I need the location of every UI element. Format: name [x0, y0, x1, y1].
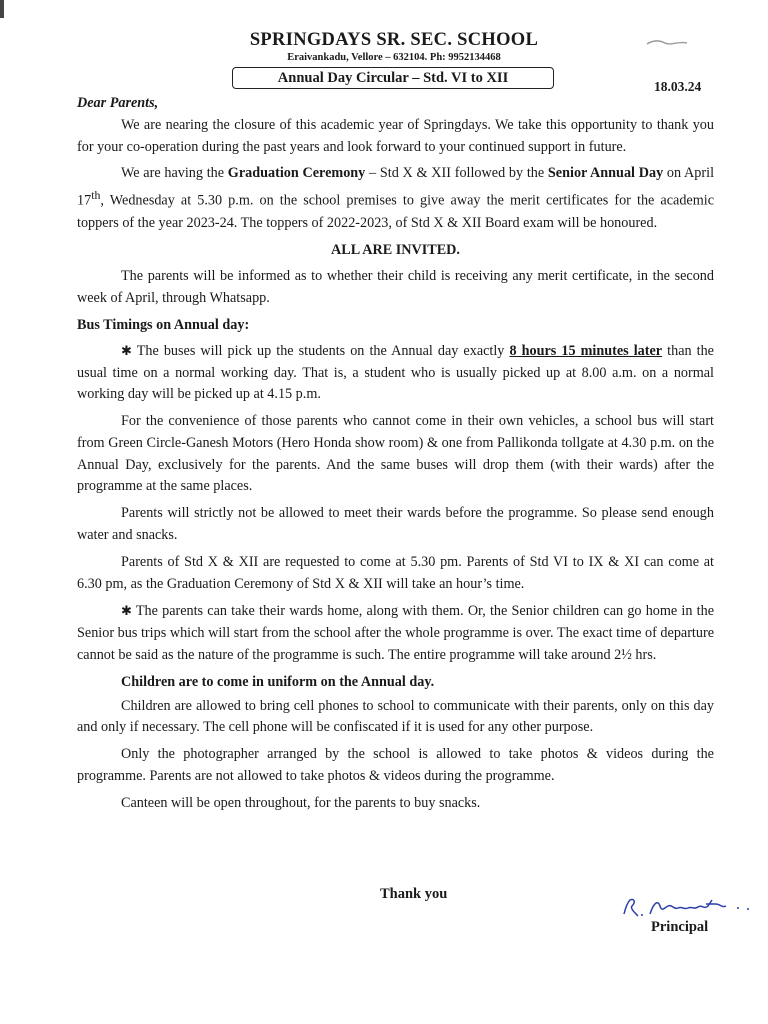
circular-title-box: Annual Day Circular – Std. VI to XII [232, 67, 554, 89]
circular-date: 18.03.24 [654, 79, 702, 94]
paragraph-canteen: Canteen will be open throughout, for the parents to buy snacks. [121, 794, 481, 811]
bus-timings-heading: Bus Timings on Annual day: [77, 316, 250, 333]
principal-signature [620, 892, 760, 922]
paragraph-meet-wards: Parents will strictly not be allowed to meet their wards before the programme. So please send enough water and snacks. [77, 505, 714, 544]
paragraph-going-home: ✱ The parents can take their wards home, along with them. Or, the Senior children can go home in the Senior bus trips which will start from the school after the whole programme is over. The exact time of departure cannot be said as the nature of the programme is such. The entire programme will take around 2½ hrs. [77, 603, 714, 664]
asterisk-icon: ✱ [121, 603, 132, 619]
paragraph-bus-pickup: ✱ The buses will pick up the students on the Annual day exactly 8 hours 15 minutes later than the usual time on a normal working day. That is, a student who is usually picked up at 8.00 a.m. on a normal working day will be picked up at 4.15 p.m. [77, 342, 714, 403]
paragraph-arrival-times: Parents of Std X & XII are requested to come at 5.30 pm. Parents of Std VI to IX & XI can come at 6.30 pm, as the Graduation Ceremony of Std X & XII will take an hour’s time. [77, 553, 714, 592]
asterisk-icon: ✱ [121, 342, 132, 358]
paragraph-photography: Only the photographer arranged by the school is allowed to take photos & videos during the programme. Parents are not allowed to take photos & videos during the programme. [77, 746, 714, 785]
paragraph-intro: We are nearing the closure of this academic year of Springdays. We take this opportunity to thank you for your co-operation during the past years and look forward to your continued support in future. [77, 116, 714, 155]
paragraph-merit-info: The parents will be informed as to whether their child is receiving any merit certificate, in the second week of April, through Whatsapp. [77, 268, 714, 307]
scan-edge-mark [0, 0, 4, 18]
salutation: Dear Parents, [77, 95, 159, 111]
corner-scribble [645, 38, 689, 46]
thank-you: Thank you [380, 886, 448, 902]
school-address: Eraivankadu, Vellore – 632104. Ph: 9952134468 [287, 52, 501, 63]
circular-body [77, 93, 714, 820]
paragraph-parent-bus: For the convenience of those parents who cannot come in their own vehicles, a school bus will start from Green Circle-Ganesh Motors (Hero Honda show room) & one from Pallikonda tollgate at 4.30 p.m. on the Annual Day, exclusively for the parents. And the same buses will drop them (with their wards) after the programme at the same places. [77, 413, 714, 495]
paragraph-graduation: We are having the Graduation Ceremony – Std X & XII followed by the Senior Annual Day on April 17th, Wednesday at 5.30 p.m. on the school premises to give away the merit certificates for the academic toppers of the year 2023-24. The toppers of 2022-2023, of Std X & XII Board exam will be honoured. [77, 165, 715, 231]
pickup-delay-text: 8 hours 15 minutes later [509, 342, 663, 359]
school-name: SPRINGDAYS SR. SEC. SCHOOL [249, 30, 539, 50]
graduation-ceremony-text: Graduation Ceremony [227, 165, 366, 182]
senior-annual-day-text: Senior Annual Day [547, 165, 664, 182]
principal-label: Principal [651, 919, 709, 935]
paragraph-cell-phones: Children are allowed to bring cell phones to school to communicate with their parents, only on this day and only if necessary. The cell phone will be confiscated if it is used for any other purpose. [77, 697, 714, 736]
all-invited-heading: ALL ARE INVITED. [331, 241, 460, 258]
uniform-notice: Children are to come in uniform on the Annual day. [121, 673, 435, 690]
